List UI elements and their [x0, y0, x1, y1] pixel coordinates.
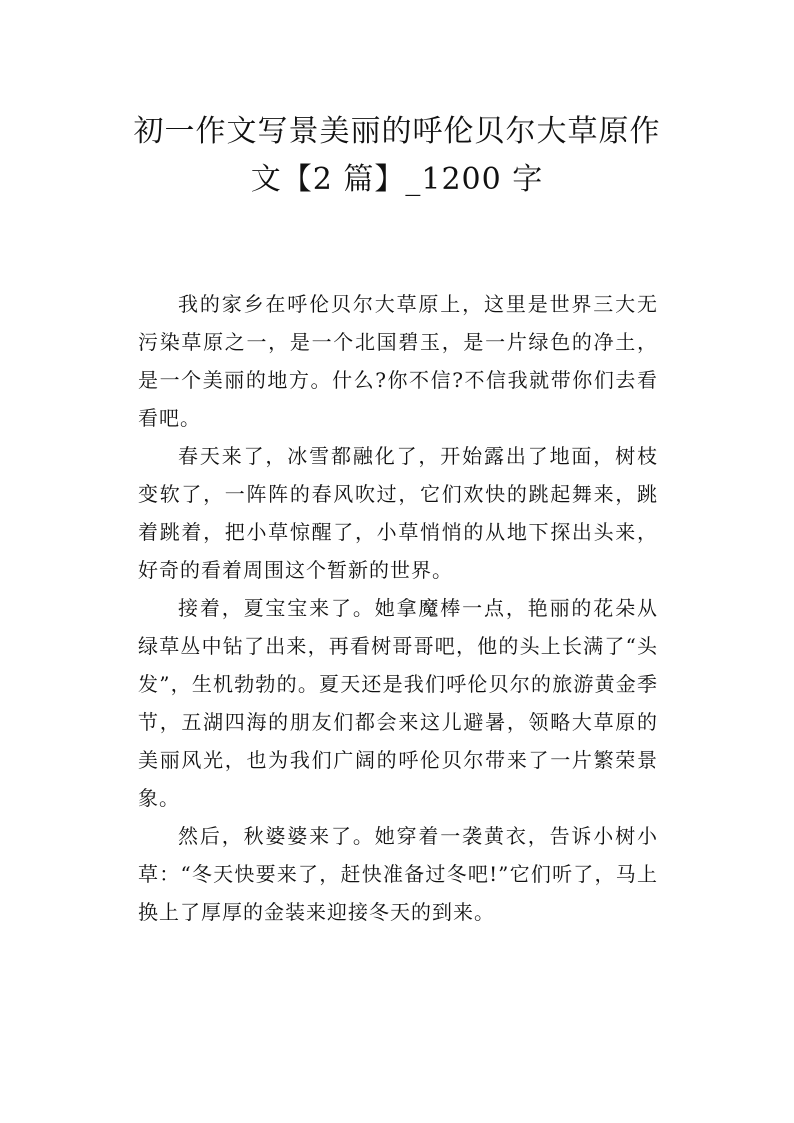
title-line-2: 文【2 篇】_1200 字: [250, 162, 544, 197]
document-body: [138, 285, 658, 931]
paragraph-2: 春天来了，冰雪都融化了，开始露出了地面，树枝变软了，一阵阵的春风吹过，它们欢快的跳起舞来，跳着跳着，把小草惊醒了，小草悄悄的从地下探出头来，好奇的看着周围这个暂新的世界。: [138, 444, 658, 582]
paragraph-4: 然后，秋婆婆来了。她穿着一袭黄衣，告诉小树小草：“冬天快要来了，赶快准备过冬吧!”它们听了，马上换上了厚厚的金装来迎接冬天的到来。: [138, 824, 658, 924]
document-title: [90, 108, 704, 204]
paragraph-3: 接着，夏宝宝来了。她拿魔棒一点，艳丽的花朵从绿草丛中钻了出来，再看树哥哥吧，他的头上长满了“头发”，生机勃勃的。夏天还是我们呼伦贝尔的旅游黄金季节，五湖四海的朋友们都会来这儿避暑，领略大草原的美丽风光，也为我们广阔的呼伦贝尔带来了一片繁荣景象。: [138, 596, 658, 810]
paragraph-1: 我的家乡在呼伦贝尔大草原上，这里是世界三大无污染草原之一，是一个北国碧玉，是一片绿色的净土，是一个美丽的地方。什么?你不信?不信我就带你们去看看吧。: [138, 292, 658, 430]
title-line-1: 初一作文写景美丽的呼伦贝尔大草原作: [133, 114, 661, 149]
